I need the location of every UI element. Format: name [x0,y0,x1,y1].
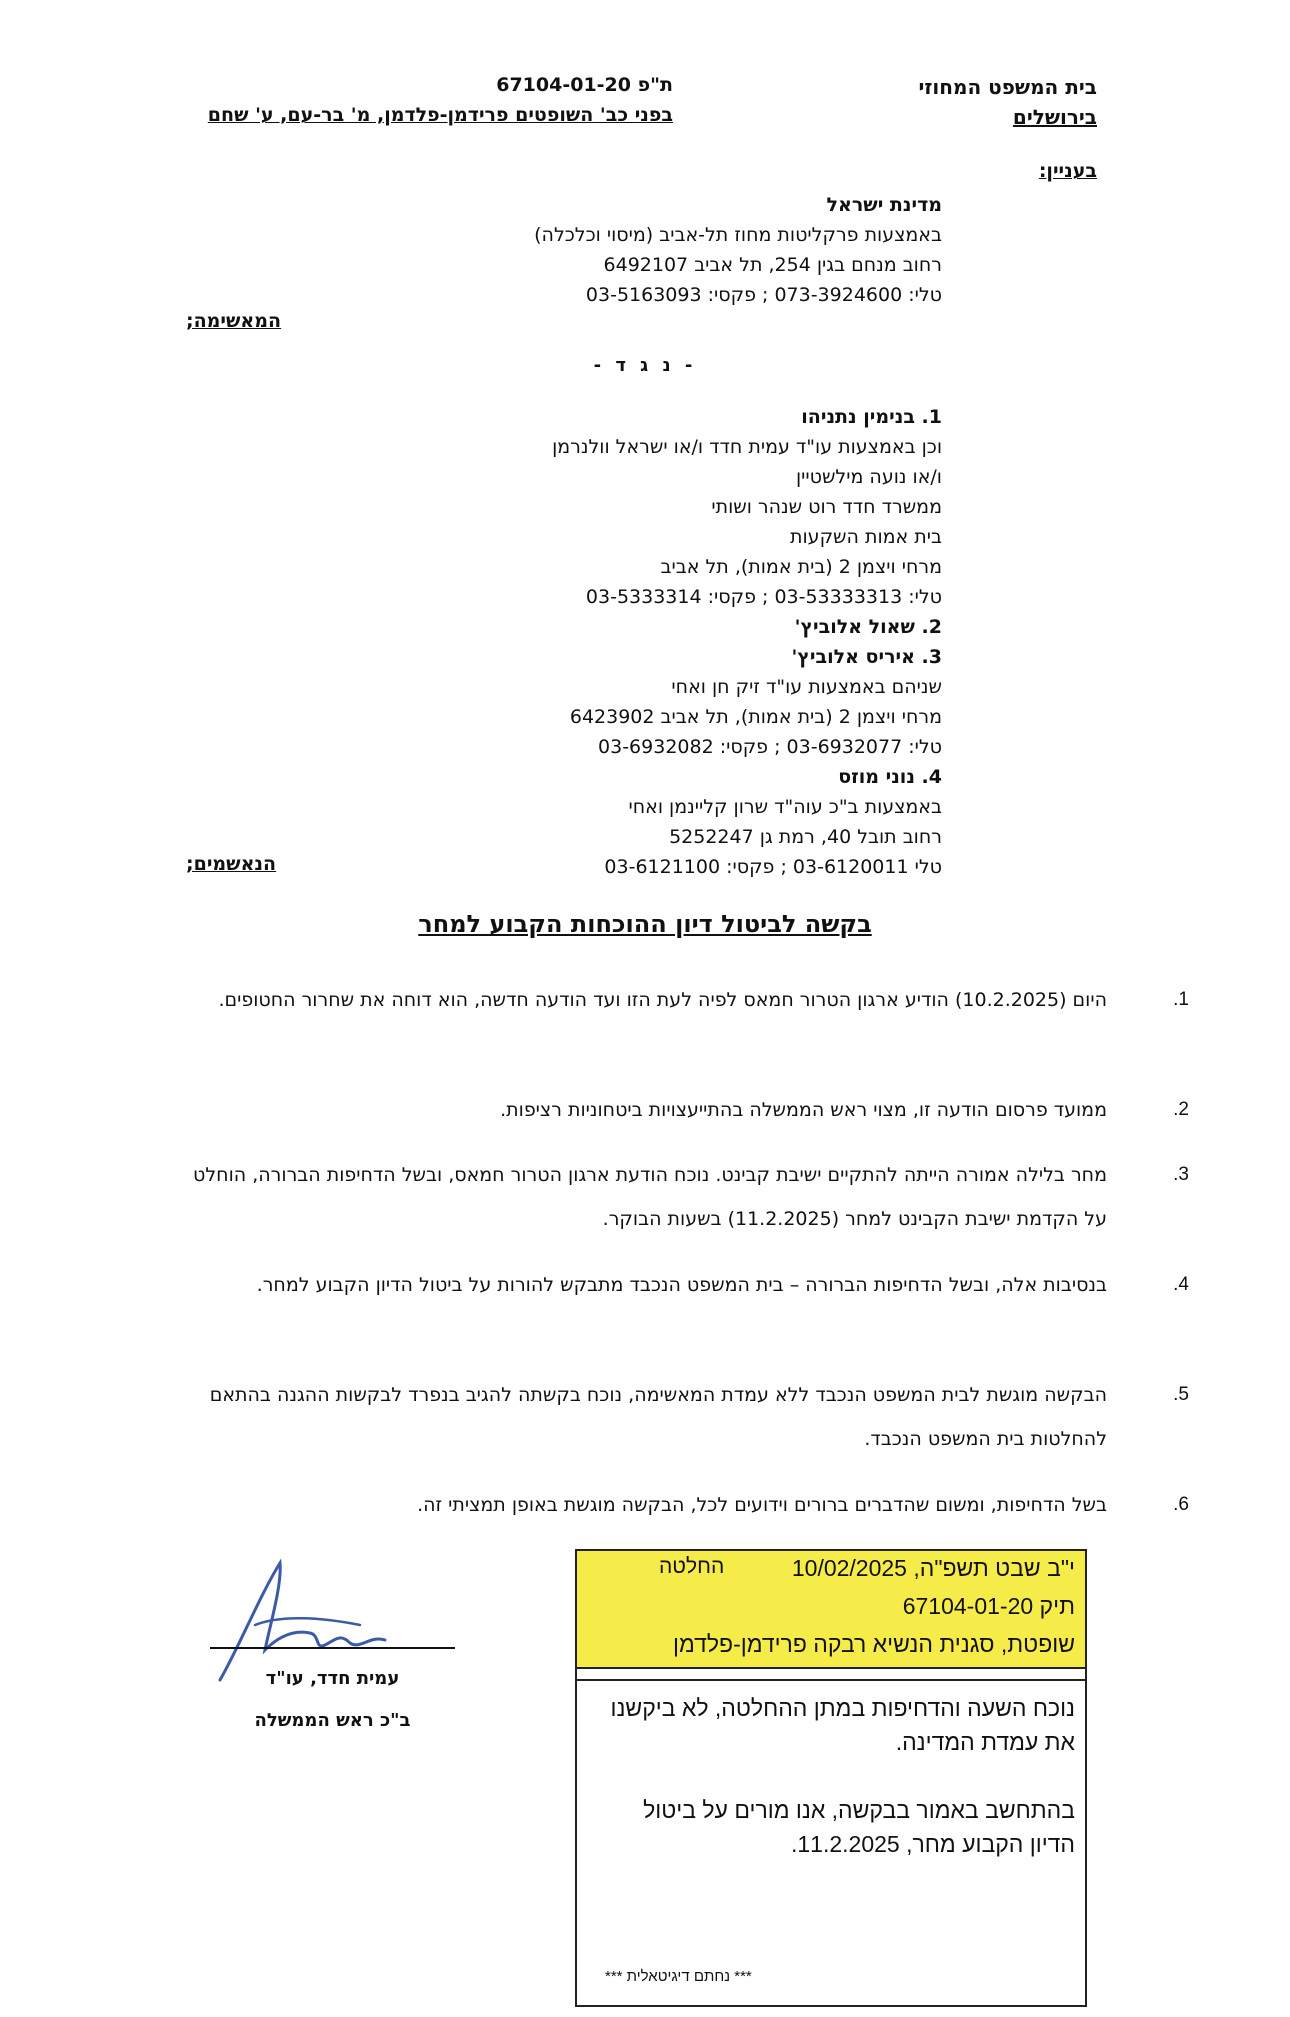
prosecution-line: טלי: 073-3924600 ; פקסי: 03-5163093 [585,284,942,306]
defendants-line: בית אמות השקעות [790,526,942,548]
paragraph-number: 6. [1173,1494,1189,1515]
court-decision-box [575,1549,1087,2007]
decision-header [577,1551,1085,1669]
court-name [918,72,1097,132]
judges-panel: בפני כב' השופטים פרידמן-פלדמן, מ' בר-עם, ע' שחם [207,104,673,126]
decision-body [595,1691,1075,1895]
defendants-line: באמצעות ב"כ עוה"ד שרון קליינמן ואחי [628,796,942,818]
paragraph-6 [187,1483,1189,1527]
decision-paragraph-2: בהתחשב באמור בבקשה, אנו מורים על ביטול הדיון הקבוע מחר, 11.2.2025. [643,1797,1075,1857]
prosecution-line: מדינת ישראל [826,194,942,216]
defendants-line: מרחי ויצמן 2 (בית אמות), תל אביב [660,556,942,578]
paragraph-4 [187,1263,1189,1307]
paragraph-3 [187,1153,1189,1241]
defendants-line: טלי: 03-53333313 ; פקסי: 03-5333314 [585,586,942,608]
decision-date: י"ב שבט תשפ"ה, 10/02/2025 [791,1555,1075,1581]
defendants-line: 4. נוני מוזס [838,766,942,788]
versus-label: - נ ג ד - [593,355,697,376]
signature-line [210,1647,455,1649]
paragraph-number: 1. [1173,989,1189,1010]
re-label: בעניין: [1038,160,1097,182]
defendants-role: הנאשמים; [186,853,277,875]
defendants-line: ממשרד חדד רוט שנהר ושותי [711,496,942,518]
prosecution-line: רחוב מנחם בגין 254, תל אביב 6492107 [603,254,942,276]
court-name-line2: בירושלים [1012,105,1097,129]
defendants-line: 2. שאול אלוביץ' [794,616,942,638]
paragraph-1 [187,978,1189,1022]
prosecution-line: באמצעות פרקליטות מחוז תל-אביב (מיסוי וכלכלה) [534,224,942,246]
paragraph-5 [187,1373,1189,1461]
decision-judge: שופטת, סגנית הנשיא רבקה פרידמן-פלדמן [673,1631,1075,1657]
paragraph-text: בשל הדחיפות, ומשום שהדברים ברורים וידועים לכל, הבקשה מוגשת באופן תמציתי זה. [417,1494,1107,1516]
prosecution-block [382,190,942,310]
decision-divider [577,1669,1085,1681]
defendants-line: 1. בנימין נתניהו [801,406,942,428]
defendants-line: ו/או נועה מילשטיין [795,466,942,488]
paragraph-text: מחר בלילה אמורה הייתה להתקיים ישיבת קבינט. נוכח הודעת ארגון הטרור חמאס, ובשל הדחיפות הברורה, הוחלט על הקדמת ישיבת הקבינט למחר (11.2.2025) בשעות הבוקר. [193,1164,1107,1230]
document-title: בקשה לביטול דיון ההוכחות הקבוע למחר [418,910,872,938]
decision-case-number: תיק 67104-01-20 [902,1593,1075,1619]
paragraph-text: הבקשה מוגשת לבית המשפט הנכבד ללא עמדת המאשימה, נוכח בקשתה להגיב בנפרד לבקשות ההגנה בהתאם להחלטות בית המשפט הנכבד. [209,1384,1107,1450]
paragraph-text: היום (10.2.2025) הודיע ארגון הטרור חמאס לפיה לעת הזו ועד הודעה חדשה, הוא דוחה את שחרור החטופים. [218,989,1107,1011]
paragraph-number: 5. [1173,1384,1189,1405]
court-name-line1: בית המשפט המחוזי [918,75,1097,99]
paragraph-number: 2. [1173,1099,1189,1120]
signatory-role: ב"כ ראש הממשלה [254,1710,411,1731]
defendants-line: טלי 03-6120011 ; פקסי: 03-6121100 [604,856,942,878]
defendants-line: וכן באמצעות עו"ד עמית חדד ו/או ישראל וולנרמן [552,436,942,458]
signatory-name: עמית חדד, עו"ד [265,1668,400,1689]
decision-paragraph-1: נוכח השעה והדחיפות במתן ההחלטה, לא ביקשנו את עמדת המדינה. [610,1695,1075,1755]
decision-label: החלטה [659,1555,725,1578]
digital-signature-note: *** נחתם דיגיטאלית *** [605,1968,752,1985]
case-number: ת"פ 67104-01-20 [496,74,673,96]
defendants-line: מרחי ויצמן 2 (בית אמות), תל אביב 6423902 [569,706,942,728]
defendants-line: טלי: 03-6932077 ; פקסי: 03-6932082 [598,736,942,758]
paragraph-text: בנסיבות אלה, ובשל הדחיפות הברורה – בית המשפט הנכבד מתבקש להורות על ביטול הדיון הקבוע למחר. [256,1274,1107,1296]
case-header [193,70,673,130]
prosecution-role: המאשימה; [186,310,282,332]
handwritten-signature [210,1555,410,1685]
paragraph-text: ממועד פרסום הודעה זו, מצוי ראש הממשלה בהתייעצויות ביטחוניות רציפות. [500,1099,1107,1121]
paragraph-number: 4. [1173,1274,1189,1295]
defendants-block [382,402,942,882]
defendants-line: 3. איריס אלוביץ' [791,646,942,668]
paragraph-number: 3. [1173,1164,1189,1185]
defendants-line: רחוב תובל 40, רמת גן 5252247 [669,826,942,848]
defendants-line: שניהם באמצעות עו"ד זיק חן ואחי [671,676,942,698]
paragraph-2 [187,1088,1189,1132]
